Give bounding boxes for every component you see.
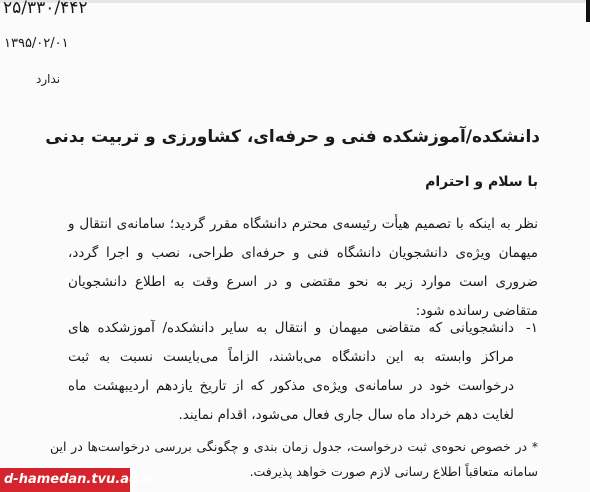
letter-date: ۱۳۹۵/۰۲/۰۱ [4,36,69,51]
letter-heading: دانشکده/آموزشکده فنی و حرفه‌ای، کشاورزی و تربیت بدنی [45,127,540,147]
corner-mark [586,0,590,22]
intro-paragraph: نظر به اینکه با تصمیم هیأت رئیسه‌ی محترم دانشگاه مقرر گردید؛ سامانه‌ی انتقال و میهمان ویژه‌ی دانشجویان دانشگاه فنی و حرفه‌ای طراحی، نصب و اجرا گردد، ضروری است موارد زیر به نحو مقتضی و در اسرع وقت به اطلاع دانشجویان متقاضی رسانده شود: [68,216,538,319]
footnote: * در خصوص نحوه‌ی ثبت درخواست، جدول زمان بندی و چگونگی بررسی درخواست‌ها در این سامانه متعاقباً اطلاع رسانی لازم صورت خواهد پذیرفت. [50,439,538,479]
top-divider [0,0,590,3]
list-item-text: دانشجویانی که متقاضی میهمان و انتقال به سایر دانشکده/ آموزشکده های مراکز وابسته به این دانشگاه می‌باشند، الزاماً می‌بایست نسبت به ثبت درخواست خود در سامانه‌ی ویژه‌ی مذکور که از تاریخ یازدهم اردیبهشت ماه لغایت دهم خرداد ماه سال جاری فعال می‌شود، اقدام نمایند. [68,320,514,423]
list-item-number: ۱- [525,320,538,336]
site-watermark: d-hamedan.tvu.ac.ir [0,468,130,492]
letter-number: ۲۵/۳۳۰/۴۴۲ [3,0,88,18]
list-item [68,314,538,430]
letter-attachment: ندارد [36,72,61,86]
letter-greeting: با سلام و احترام [425,174,538,190]
